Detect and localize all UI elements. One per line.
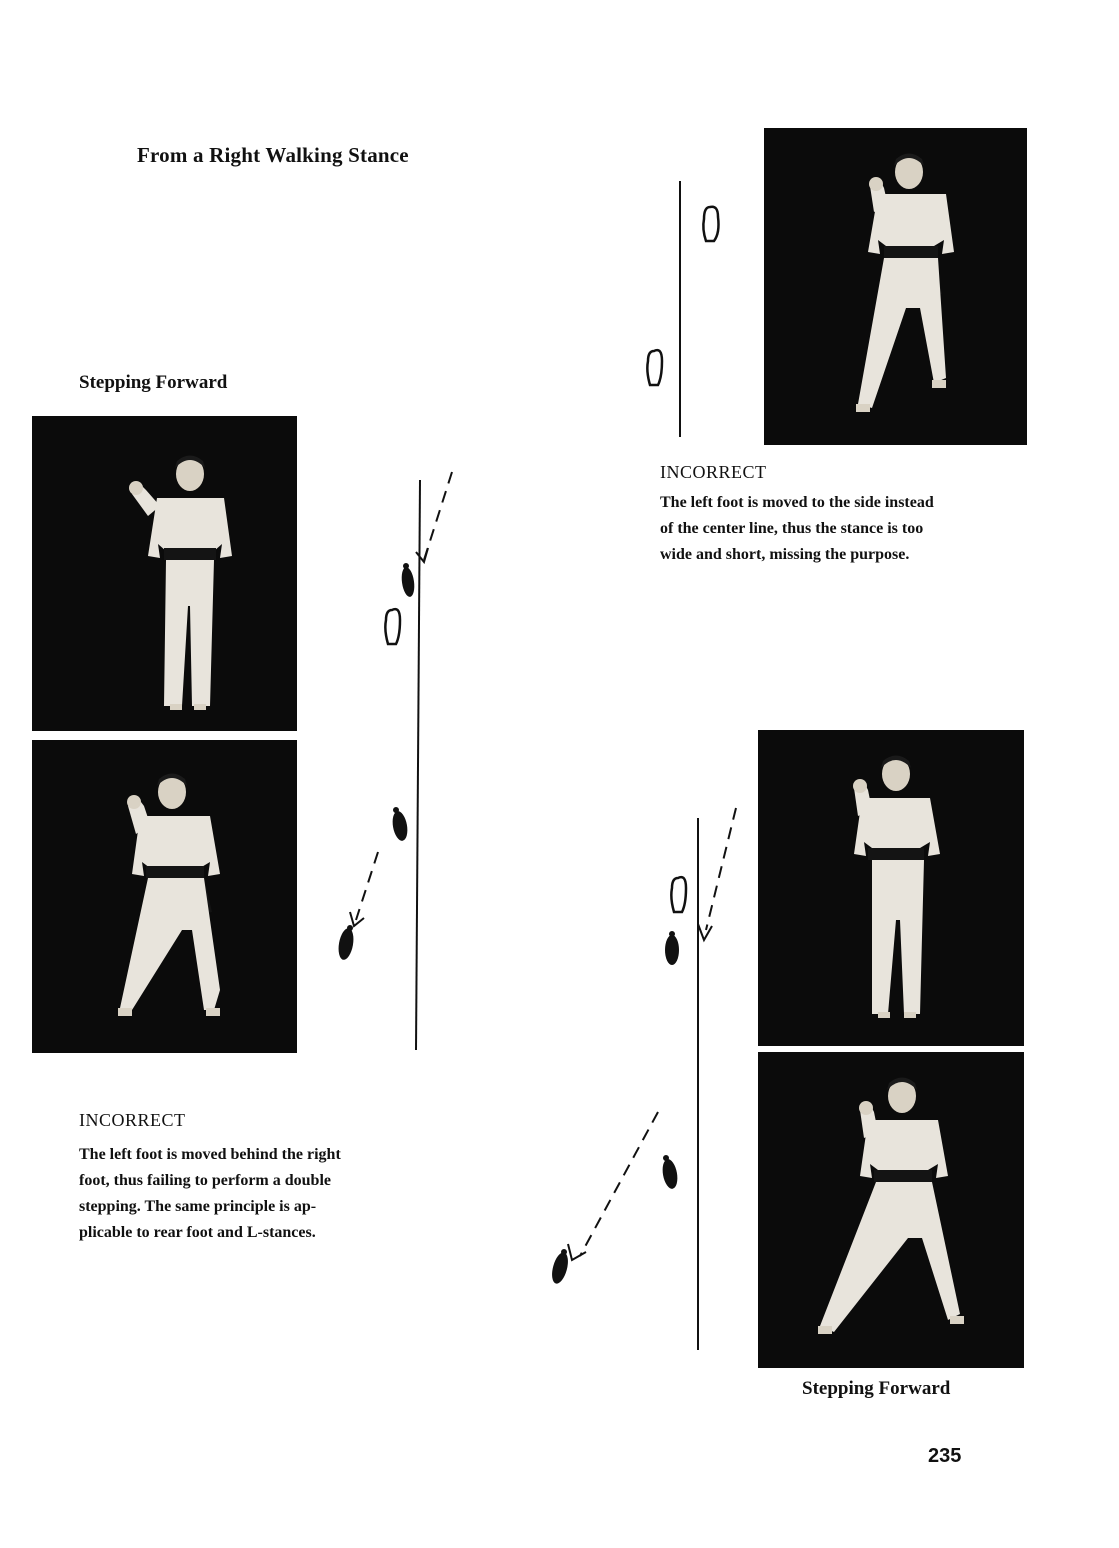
photo-left-top [32,416,297,731]
left-subheading: Stepping Forward [79,372,228,393]
footprint-solid-icon [661,1155,680,1190]
caption-line: The left foot is moved behind the right [79,1146,341,1163]
figure-walking-stance [758,1052,1024,1368]
footprint-solid-icon [400,563,416,598]
right-bottom-footstep-diagram [540,800,750,1360]
page-number: 235 [928,1445,962,1467]
page-title: From a Right Walking Stance [137,143,409,167]
caption-line: foot, thus failing to perform a double [79,1172,331,1189]
center-line [416,480,420,1050]
caption-line: plicable to rear foot and L-stances. [79,1224,316,1241]
right-top-footstep-diagram [640,175,730,445]
footprint-solid-icon [391,807,410,842]
footprint-outline-icon [385,609,400,644]
caption-line: The left foot is moved to the side instead [660,494,934,511]
caption-line: of the center line, thus the stance is too [660,520,924,537]
right-top-caption [660,490,1040,568]
left-incorrect-label: INCORRECT [79,1110,186,1130]
figure-walking-stance [32,740,297,1053]
photo-left-bottom [32,740,297,1053]
caption-line: wide and short, missing the purpose. [660,546,910,563]
right-bottom-subheading: Stepping Forward [802,1378,951,1399]
right-top-incorrect-label: INCORRECT [660,462,767,482]
footprint-outline-icon [647,350,662,385]
footprint-outline-icon [703,207,718,241]
left-caption [79,1142,459,1246]
figure-wide-stance [764,128,1027,445]
left-footstep-diagram [320,460,460,1060]
footprint-outline-icon [671,877,686,912]
footprint-solid-icon [549,1249,571,1285]
footprint-solid-icon [665,931,679,965]
caption-line: stepping. The same principle is ap- [79,1198,317,1215]
figure-standing-narrow [32,416,297,731]
photo-right-top [764,128,1027,445]
photo-right-middle [758,730,1024,1046]
photo-right-bottom [758,1052,1024,1368]
footprint-solid-icon [336,925,355,961]
figure-standing-narrow [758,730,1024,1046]
